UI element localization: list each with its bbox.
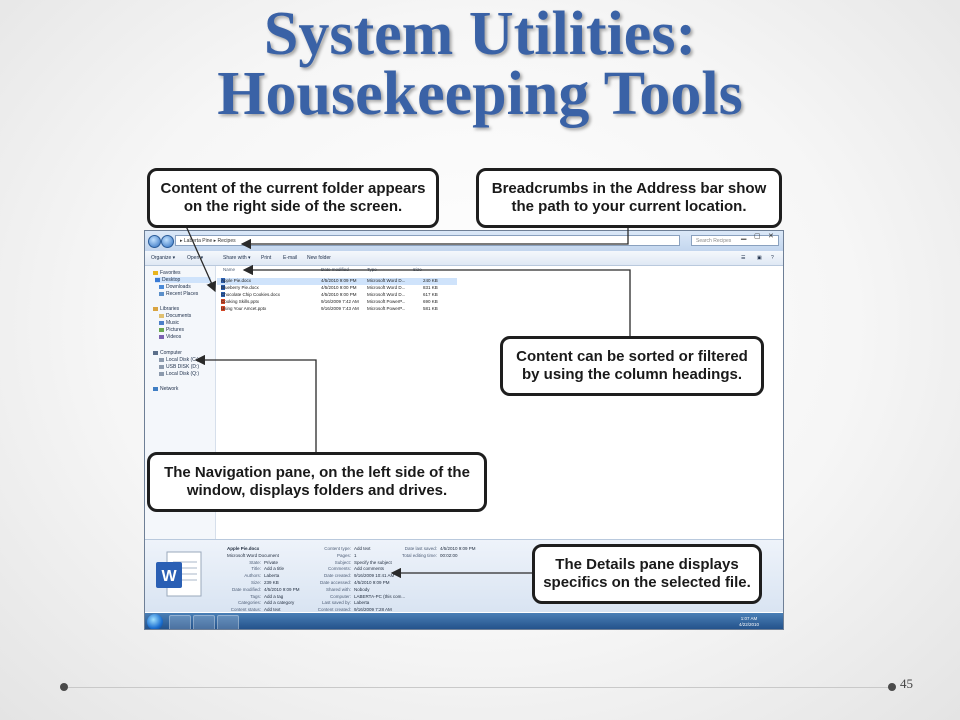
callout-content-right: Content of the current folder appears on the right side of the screen. <box>147 168 439 228</box>
arrow-breadcrumbs <box>242 226 628 244</box>
detail-label: Size: <box>250 579 261 585</box>
nav-item-videos[interactable]: Videos <box>159 334 181 340</box>
print-button[interactable]: Print <box>261 255 272 261</box>
footer-dot-left <box>60 683 68 691</box>
callout-details: The Details pane displays specifics on the selected file. <box>532 544 762 604</box>
detail-value[interactable]: 9/16/2009 7:28 AM <box>354 607 392 613</box>
close-icon[interactable]: ✕ <box>768 233 774 240</box>
address-bar[interactable]: ▸ Laberta Pine ▸ Recipes <box>175 235 680 246</box>
detail-label: Tags: <box>250 593 261 599</box>
minimize-icon[interactable]: ▁ <box>741 233 747 240</box>
detail-label: Total editing time: <box>401 552 437 558</box>
detail-value[interactable]: Laberta <box>264 573 280 579</box>
title-line-2: Housekeeping Tools <box>217 60 743 128</box>
table-row[interactable]: Using Your Amcet.pptx 9/16/2009 7:43 AM Microsoft PowerP... 581 KB <box>221 306 438 311</box>
detail-label: Computer: <box>329 593 351 599</box>
svg-text:W: W <box>161 568 177 585</box>
detail-value[interactable]: 4/5/2010 9:09 PM <box>440 546 476 551</box>
detail-value[interactable]: LABERTA-PC (this com... <box>354 593 406 599</box>
detail-label: Categories: <box>237 600 261 606</box>
nav-item-pictures[interactable]: Pictures <box>159 327 184 333</box>
nav-item-recent-places[interactable]: Recent Places <box>159 291 198 297</box>
detail-value[interactable]: Add a tag <box>264 593 284 599</box>
nav-item-favorites[interactable]: Favorites <box>153 270 181 276</box>
detail-value[interactable]: Add comments <box>354 566 385 572</box>
detail-label: State: <box>249 559 261 565</box>
organize-button[interactable]: Organize ▾ <box>151 255 176 261</box>
views-icon[interactable]: ☰ <box>741 255 746 261</box>
table-row[interactable]: Cooking Skills.pptx 9/16/2009 7:42 AM Microsoft PowerP... 690 KB <box>221 299 438 304</box>
footer-dot-right <box>888 683 896 691</box>
detail-value[interactable]: Specify the subject <box>354 559 392 565</box>
table-row[interactable]: Blueberry Pie.docx 4/5/2010 9:00 PM Microsoft Word D... 831 KB <box>221 285 438 290</box>
maximize-icon[interactable]: ▢ <box>754 233 761 240</box>
callout-sorting: Content can be sorted or filtered by using the column headings. <box>500 336 764 396</box>
nav-item-desktop[interactable]: Desktop <box>155 277 211 283</box>
nav-item-local-disk-q[interactable]: Local Disk (Q:) <box>159 371 199 377</box>
callout-breadcrumbs: Breadcrumbs in the Address bar show the path to your current location. <box>476 168 782 228</box>
detail-label: Content type: <box>324 546 351 551</box>
nav-item-usb-disk-d[interactable]: USB DISK (D:) <box>159 364 199 370</box>
detail-value[interactable]: Laberta <box>354 600 370 606</box>
detail-label: Title: <box>251 566 261 572</box>
nav-item-computer[interactable]: Computer <box>153 350 182 356</box>
detail-value[interactable]: Nobody <box>354 586 370 592</box>
details-file-name: Apple Pie.docx <box>227 546 260 551</box>
detail-label: Authors: <box>244 573 261 579</box>
detail-value[interactable]: Private <box>264 559 279 565</box>
column-header-date-modified[interactable]: Date modified <box>321 267 349 272</box>
detail-value[interactable]: 4/5/2010 9:09 PM <box>354 579 390 585</box>
detail-label: Pages: <box>336 552 351 558</box>
detail-value[interactable]: 1 <box>354 552 357 558</box>
detail-label: Date modified: <box>231 586 261 592</box>
detail-value[interactable]: Add text <box>264 607 281 613</box>
search-input[interactable]: Search Recipes <box>691 235 779 246</box>
share-with-button[interactable]: Share with ▾ <box>223 255 251 261</box>
column-header-type[interactable]: Type <box>367 267 377 272</box>
detail-label: Last saved by: <box>321 600 351 606</box>
arrow-sorting <box>244 270 630 337</box>
new-folder-button[interactable]: New folder <box>307 255 331 261</box>
detail-value[interactable]: Add a title <box>264 566 285 572</box>
details-file-type: Microsoft Word Document <box>227 552 279 558</box>
detail-label: Date last saved: <box>404 546 437 551</box>
detail-value[interactable]: Add a category <box>264 600 295 606</box>
arrow-content-right <box>186 226 215 291</box>
detail-value[interactable]: 239 KB <box>264 579 279 585</box>
taskbar-clock[interactable]: 1:07 AM 4/22/2010 <box>738 616 759 627</box>
table-row[interactable]: Apple Pie.docx 4/5/2010 9:09 PM Microsoft Word D... 240 KB <box>217 278 457 285</box>
nav-item-network[interactable]: Network <box>153 386 178 392</box>
detail-value[interactable]: 00:02:00 <box>440 552 458 558</box>
callout-navigation: The Navigation pane, on the left side of the window, displays folders and drives. <box>147 452 487 512</box>
nav-item-music[interactable]: Music <box>159 320 179 326</box>
column-header-name[interactable]: Name <box>223 267 236 272</box>
detail-label: Comments: <box>327 566 351 572</box>
table-row[interactable]: Chocolate Chip Cookies.docx 4/5/2010 9:00 PM Microsoft Word D... 617 KB <box>221 292 438 297</box>
detail-label: Shared with: <box>325 586 351 592</box>
detail-label: Content status: <box>230 607 261 613</box>
page-number: 45 <box>900 676 913 691</box>
help-icon[interactable]: ? <box>771 255 774 261</box>
detail-label: Date created: <box>323 573 351 579</box>
detail-value[interactable]: 4/5/2010 9:09 PM <box>264 586 300 592</box>
detail-label: Date accessed: <box>319 579 351 585</box>
preview-pane-icon[interactable]: ▣ <box>757 255 762 261</box>
email-button[interactable]: E-mail <box>283 255 298 261</box>
nav-item-libraries[interactable]: Libraries <box>153 306 179 312</box>
nav-item-downloads[interactable]: Downloads <box>159 284 191 290</box>
arrow-navigation <box>196 360 316 454</box>
column-header-size[interactable]: Size <box>413 267 422 272</box>
title-line-1: System Utilities: <box>263 0 697 68</box>
open-button[interactable]: Open ▾ <box>187 255 204 261</box>
detail-value[interactable]: 9/16/2009 10:41 AM <box>354 573 395 579</box>
detail-label: Subject: <box>334 559 351 565</box>
detail-value[interactable]: Add text <box>354 546 371 551</box>
nav-item-local-disk-c[interactable]: Local Disk (C:) <box>159 357 199 363</box>
nav-item-documents[interactable]: Documents <box>159 313 191 319</box>
detail-label: Content created: <box>317 607 351 613</box>
footer-rule <box>68 687 892 688</box>
